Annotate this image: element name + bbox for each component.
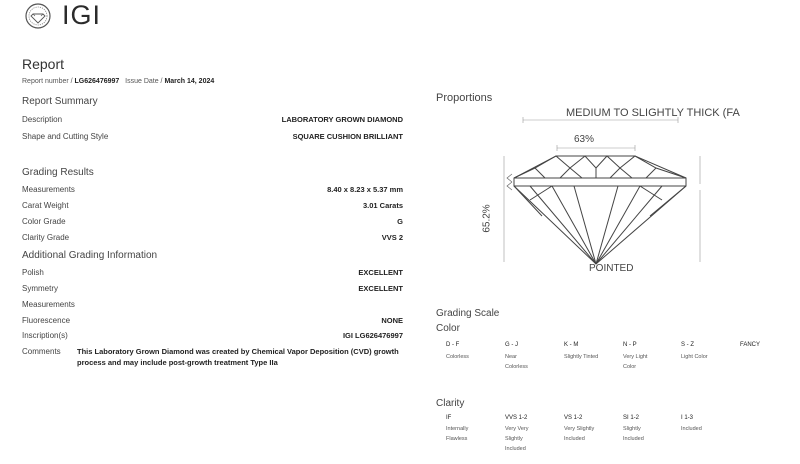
clarity-grade-desc: Very Slightly Included <box>564 426 595 442</box>
report-number: LG626476997 <box>74 78 120 85</box>
grading-label: Color Grade <box>22 217 66 226</box>
clarity-scale-heading: Clarity <box>436 398 465 409</box>
summary-heading: Report Summary <box>22 96 98 107</box>
table-percent: 63% <box>574 134 595 145</box>
clarity-grade-code: SI 1-2 <box>623 415 640 421</box>
grading-scale-heading: Grading Scale <box>436 308 500 319</box>
color-grade-desc: Near Colorless <box>505 354 528 370</box>
color-grade-desc: Very Light Color <box>623 354 648 370</box>
clarity-grade-desc: Slightly Included <box>623 426 644 442</box>
additional-value: IGI LG626476997 <box>342 331 403 340</box>
clarity-grade-code: IF <box>446 415 452 421</box>
grading-value: 3.01 Carats <box>362 201 403 210</box>
color-grade-code: D - F <box>446 342 460 348</box>
summary-label: Description <box>22 115 63 124</box>
additional-value: NONE <box>381 316 403 325</box>
girdle-label: MEDIUM TO SLIGHTLY THICK (FA <box>566 107 740 119</box>
additional-heading: Additional Grading Information <box>22 250 158 261</box>
color-grade-code: K - M <box>564 342 579 348</box>
grading-value: VVS 2 <box>381 233 403 242</box>
color-grade-desc: Slightly Tinted <box>564 354 599 360</box>
diamond-proportions-diagram <box>490 112 720 270</box>
proportions-heading: Proportions <box>436 92 493 104</box>
report-number-label: Report number / <box>22 78 75 85</box>
igi-seal-icon <box>22 2 56 30</box>
color-grade-desc: Light Color <box>681 354 708 360</box>
color-grade-code: N - P <box>623 342 637 348</box>
grading-value: G <box>397 217 403 226</box>
color-scale-heading: Color <box>436 323 460 334</box>
culet-label: POINTED <box>589 263 634 274</box>
issue-date-label: Issue Date / <box>125 78 165 85</box>
brand-logo: IGI <box>62 0 102 30</box>
clarity-grade-code: VS 1-2 <box>564 415 583 421</box>
additional-label: Polish <box>22 268 44 277</box>
summary-label: Shape and Cutting Style <box>22 132 109 141</box>
clarity-grade-desc: Included <box>681 426 702 432</box>
clarity-grade-desc: Internally Flawless <box>446 426 469 442</box>
page-title: Report <box>22 56 65 72</box>
additional-label: Inscription(s) <box>22 331 68 340</box>
comments-label: Comments <box>22 347 61 356</box>
color-grade-code: S - Z <box>681 342 694 348</box>
report-meta <box>22 78 214 85</box>
clarity-grade-code: I 1-3 <box>681 415 694 421</box>
additional-label: Fluorescence <box>22 316 71 325</box>
additional-label: Measurements <box>22 300 75 309</box>
clarity-grade-code: VVS 1-2 <box>505 415 528 421</box>
color-grade-code: FANCY <box>740 342 761 348</box>
summary-value: SQUARE CUSHION BRILLIANT <box>292 132 403 141</box>
grading-label: Carat Weight <box>22 201 69 210</box>
issue-date: March 14, 2024 <box>164 78 215 85</box>
summary-value: LABORATORY GROWN DIAMOND <box>281 115 403 124</box>
clarity-grade-desc: Very Very Slightly Included <box>505 426 529 452</box>
comments-text: This Laboratory Grown Diamond was created by Chemical Vapor Deposition (CVD) growth process and may include post-growth treatment Type IIa <box>77 347 399 367</box>
additional-label: Symmetry <box>22 284 58 293</box>
grading-label: Clarity Grade <box>22 233 70 242</box>
depth-percent: 65.2% <box>481 204 493 233</box>
grading-label: Measurements <box>22 185 75 194</box>
color-grade-desc: Colorless <box>446 354 469 360</box>
grading-heading: Grading Results <box>22 167 94 178</box>
grading-value: 8.40 x 8.23 x 5.37 mm <box>327 185 403 194</box>
additional-value: EXCELLENT <box>358 284 403 293</box>
color-grade-code: G - J <box>505 342 518 348</box>
additional-value: EXCELLENT <box>358 268 403 277</box>
